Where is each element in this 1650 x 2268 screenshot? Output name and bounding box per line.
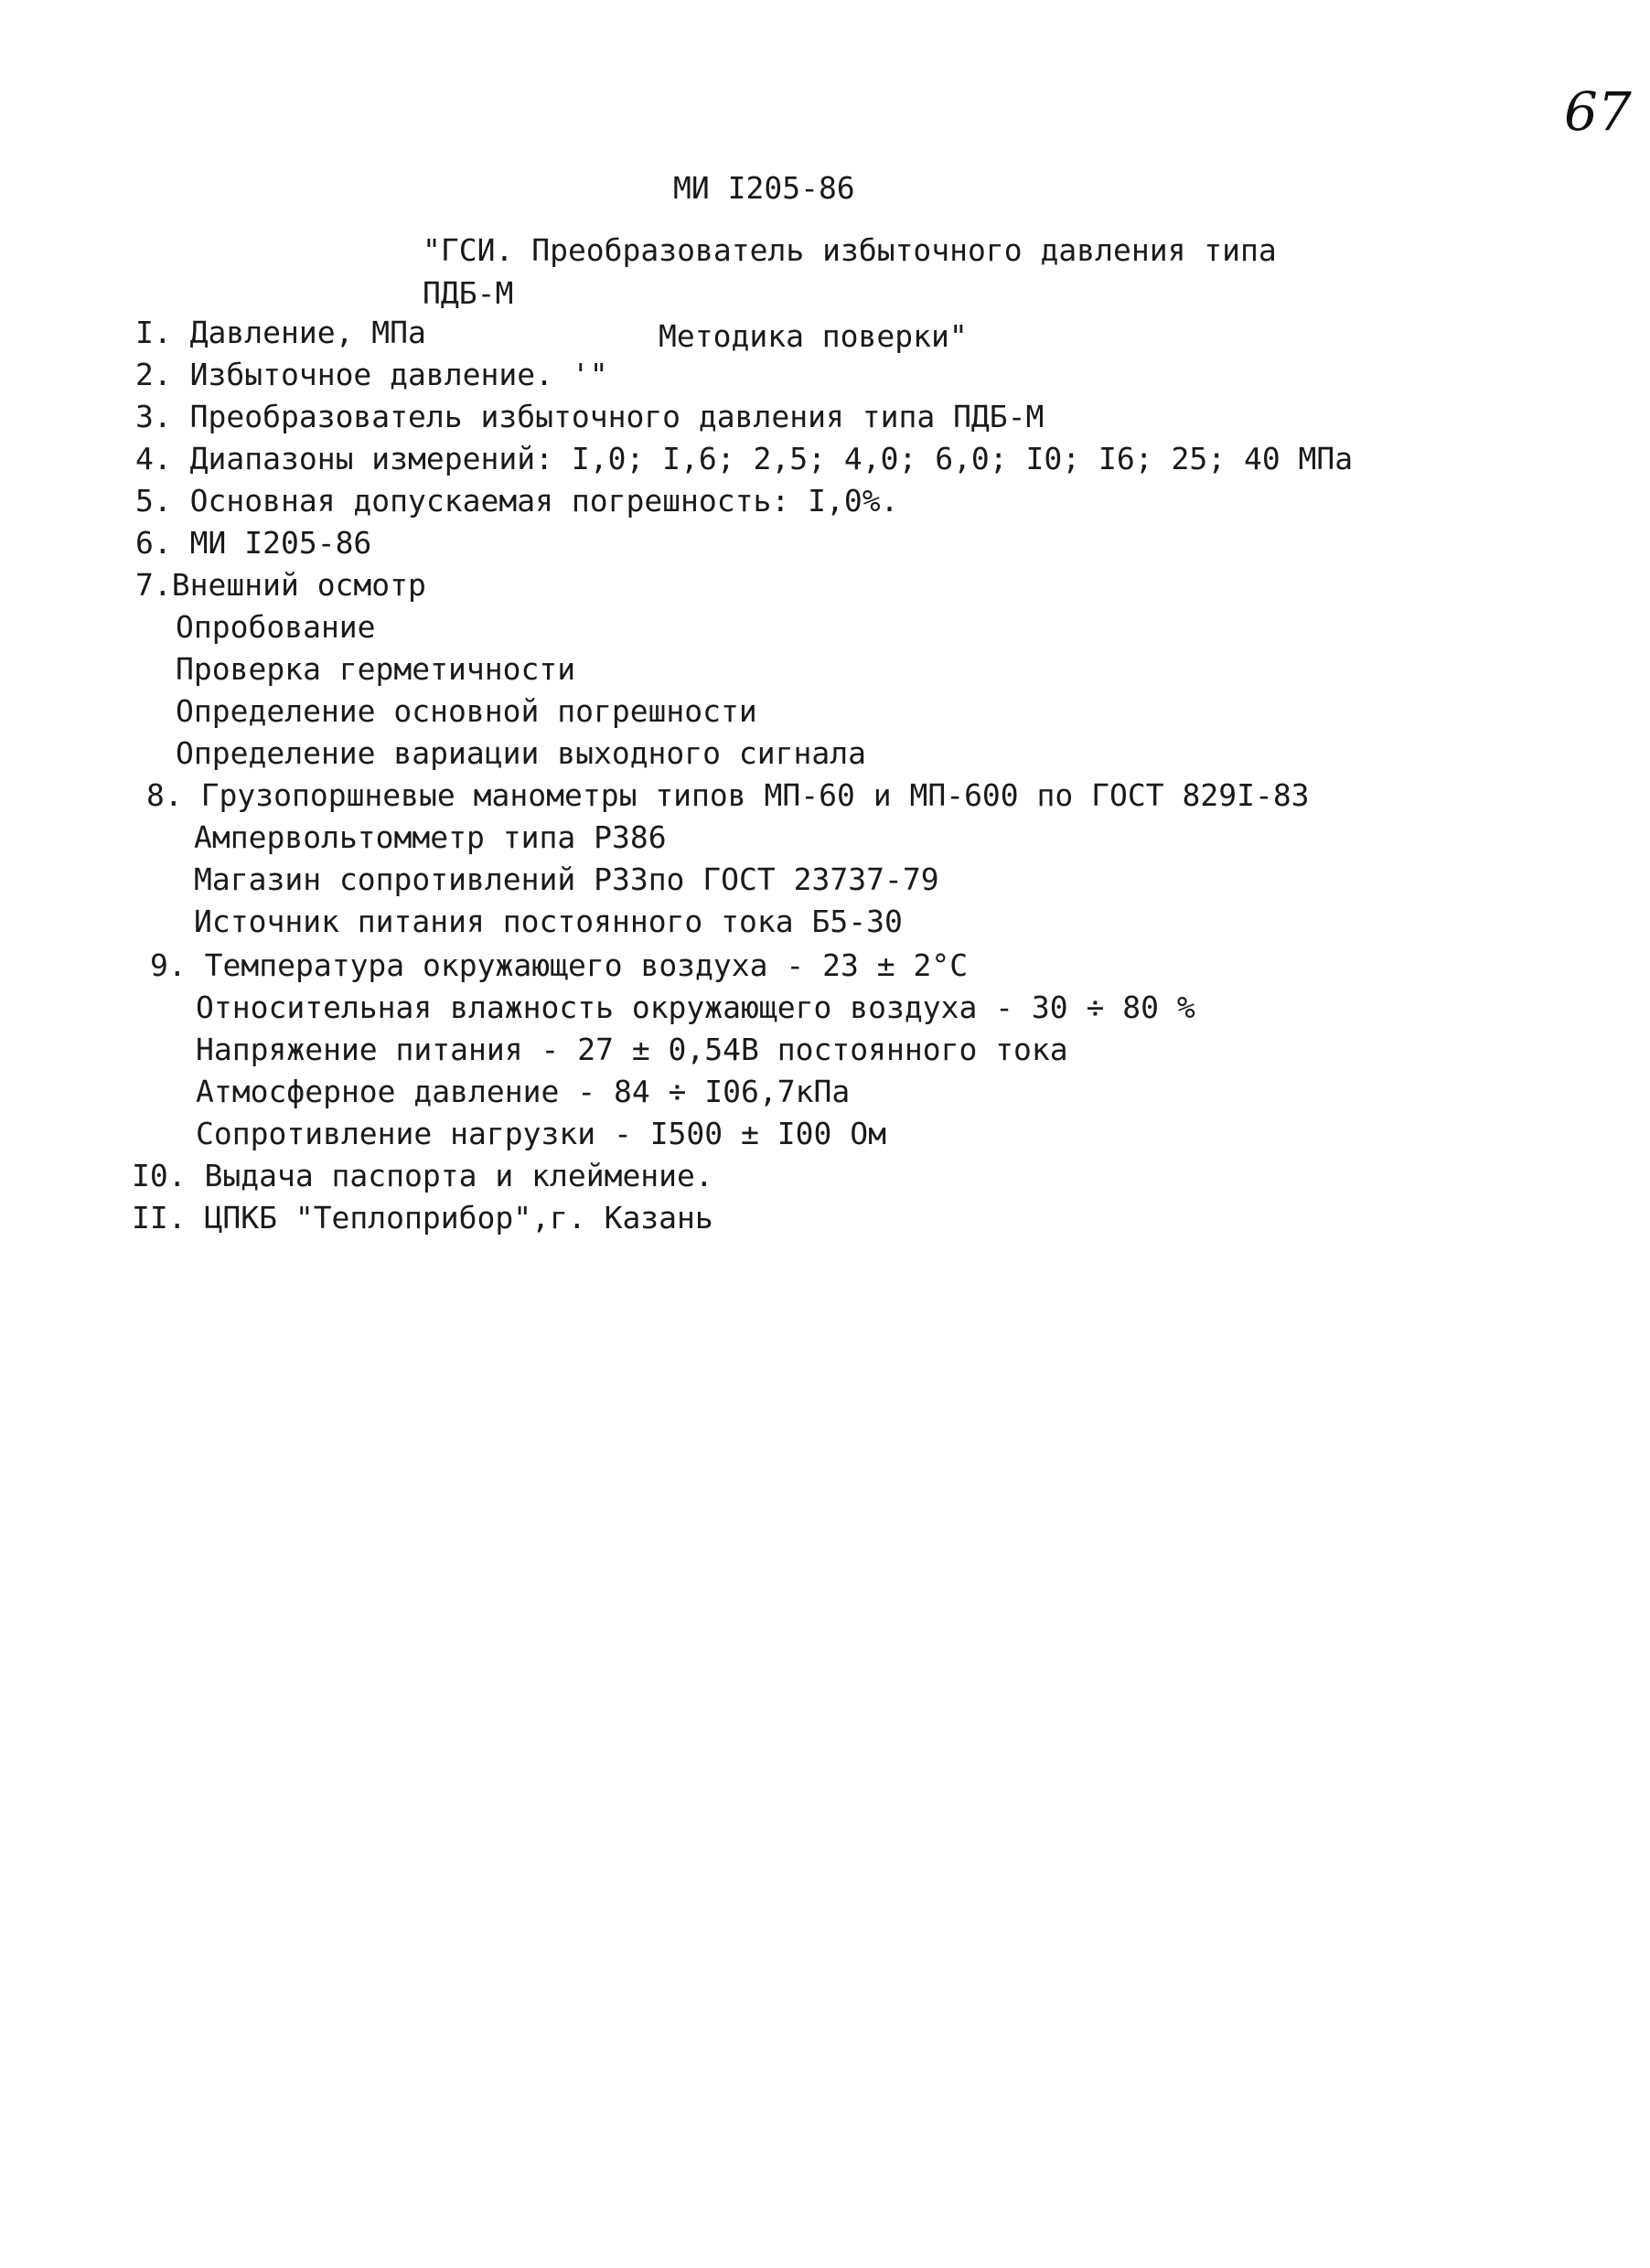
item-text: Избыточное давление. '" [189,357,608,392]
item-text: Магазин сопротивлений Р33по ГОСТ 23737-79 [194,861,939,897]
list-item [135,567,426,604]
item-text: Определение основной погрешности [176,693,757,729]
list-item [196,990,1195,1026]
list-item [146,777,1310,814]
item-text: Преобразователь избыточного давления типа ПДБ-М [189,399,1045,434]
item-text: Выдача паспорта и клеймение. [204,1158,713,1193]
item-text: Ампервольтомметр типа Р386 [194,819,667,855]
list-item [132,1200,713,1236]
item-text: Грузопоршневые манометры типов МП-60 и МП-600 по ГОСТ 829I-83 [200,777,1310,813]
list-item [196,1032,1068,1068]
list-item [135,525,371,562]
item-text: МИ I205-86 [189,525,372,561]
item-text: Внешний осмотр [171,567,426,603]
item-text: Определение вариации выходного сигнала [176,735,866,771]
list-item [176,693,757,730]
item-number: 7. [135,567,172,603]
item-text: Относительная влажность окружающего воздуха - 30 ÷ 80 % [196,990,1195,1025]
list-item [194,904,903,940]
item-text: Температура окружающего воздуха - 23 ± 2°С [204,947,969,983]
document-code: МИ I205-86 [673,170,855,206]
list-item [196,1074,850,1110]
item-text: Напряжение питания - 27 ± 0,54В постоянного тока [196,1032,1068,1067]
item-number: 5. [135,483,172,519]
item-number: I. [135,315,172,350]
list-item [176,609,376,646]
item-text: Атмосферное давление - 84 ÷ I06,7кПа [196,1074,851,1109]
item-text: Источник питания постоянного тока Б5-30 [194,904,903,939]
list-item [135,483,898,519]
item-number: 3. [135,399,172,434]
item-text: ЦПКБ "Теплоприбор",г. Казань [204,1200,713,1236]
list-item [196,1116,886,1152]
list-item [135,357,608,393]
item-text: Сопротивление нагрузки - I500 ± I00 Ом [196,1116,886,1151]
title-line-1: "ГСИ. Преобразователь избыточного давления типа ПДБ-М [423,232,1277,311]
item-number: 8. [146,777,183,813]
document-title [423,229,1319,358]
item-number: 9. [150,947,187,983]
item-text: Давление, МПа [189,315,426,350]
list-item [176,735,866,772]
item-text: Проверка герметичности [176,651,576,687]
item-text: Опробование [176,609,376,645]
list-item [132,1158,713,1194]
list-item [194,819,667,856]
page-number: 67 [1564,80,1632,143]
item-text: Основная допускаемая погрешность: I,0%. [189,483,899,519]
item-number: 6. [135,525,172,561]
item-text: Диапазоны измерений: I,0; I,6; 2,5; 4,0; 6,0; I0; I6; 25; 40 МПа [189,441,1354,476]
list-item [135,441,1353,477]
list-item [135,315,426,351]
list-item [135,399,1044,435]
list-item [176,651,575,688]
list-item [150,947,968,984]
item-number: II. [132,1200,187,1236]
item-number: I0. [132,1158,187,1193]
title-line-2: Методика поверки" [659,318,968,354]
list-item [194,861,939,898]
item-number: 4. [135,441,172,476]
item-number: 2. [135,357,172,392]
